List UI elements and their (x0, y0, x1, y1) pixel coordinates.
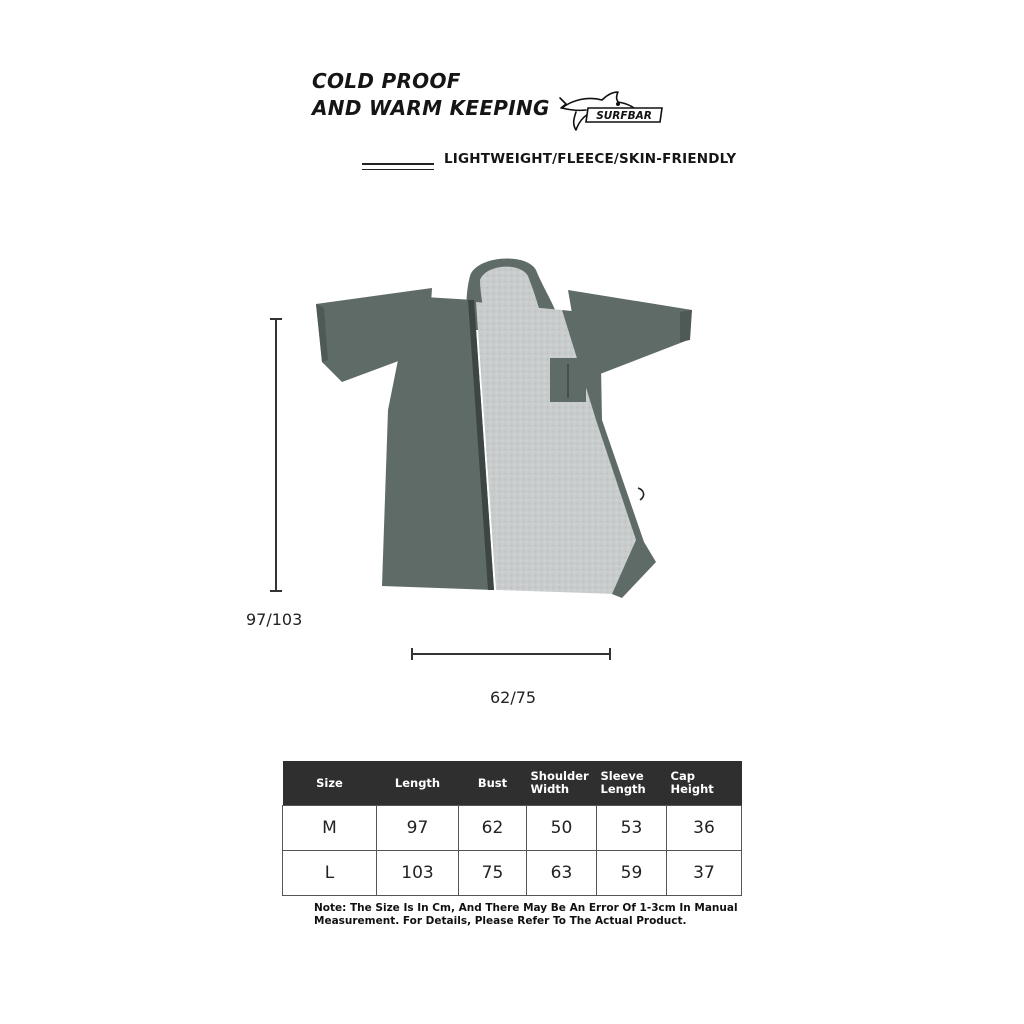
size-table (282, 761, 742, 896)
header-shoulder-width: Shoulder Width (527, 761, 597, 806)
table-cell: 103 (377, 851, 459, 896)
header-cap-height: Cap Height (667, 761, 742, 806)
table-cell: 59 (597, 851, 667, 896)
table-cell: L (283, 851, 377, 896)
height-dimension-label: 97/103 (246, 610, 303, 629)
table-row (283, 806, 742, 851)
size-note: Note: The Size Is In Cm, And There May Be An Error Of 1-3cm In Manual Measurement. For Details, Please Refer To The Actual Product. (314, 902, 738, 927)
table-row (283, 851, 742, 896)
headline-line-1: COLD PROOF (312, 69, 461, 93)
header-sleeve-length: Sleeve Length (597, 761, 667, 806)
height-dimension-marker (270, 318, 282, 592)
tagline: LIGHTWEIGHT/FLEECE/SKIN-FRIENDLY (444, 151, 737, 167)
table-cell: 37 (667, 851, 742, 896)
table-cell: 50 (527, 806, 597, 851)
table-cell: 97 (377, 806, 459, 851)
table-cell: 75 (459, 851, 527, 896)
changing-robe-illustration (300, 250, 720, 620)
table-cell: 63 (527, 851, 597, 896)
headline (312, 68, 550, 122)
surfbar-logo (558, 86, 664, 136)
width-dimension-marker (411, 648, 611, 660)
table-cell: 62 (459, 806, 527, 851)
logo-wordmark-box (586, 108, 662, 122)
table-cell: 53 (597, 806, 667, 851)
logo-wordmark: SURFBAR (596, 110, 652, 122)
header-bust: Bust (459, 761, 527, 806)
width-dimension-label: 62/75 (490, 688, 537, 707)
headline-line-2: AND WARM KEEPING (312, 96, 550, 120)
table-cell: 36 (667, 806, 742, 851)
table-cell: M (283, 806, 377, 851)
header-length: Length (377, 761, 459, 806)
tagline-rule (362, 163, 434, 173)
header-size: Size (283, 761, 377, 806)
size-table-header (283, 761, 742, 806)
